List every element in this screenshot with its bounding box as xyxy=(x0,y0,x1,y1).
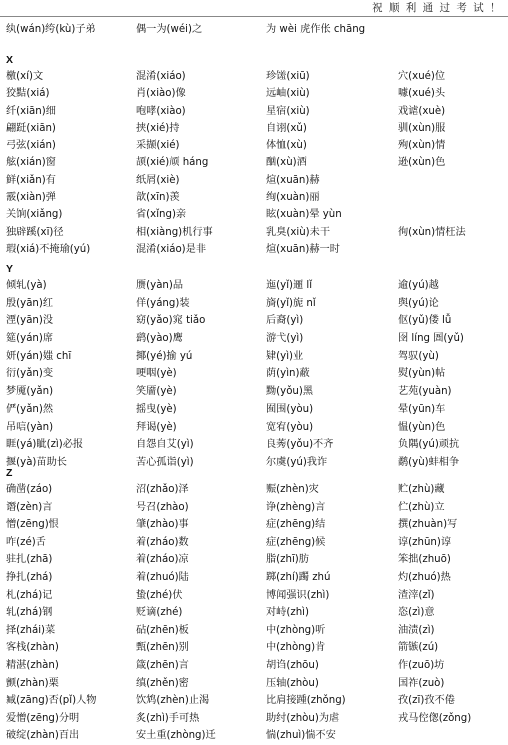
entry: 压轴(zhòu) xyxy=(266,677,319,689)
entry: 箭镞(zú) xyxy=(398,642,439,654)
entry: 煊(xuān)赫 xyxy=(266,174,320,186)
entry: 作(zuō)坊 xyxy=(398,659,445,671)
entry: 囹 líng 圄(yǔ) xyxy=(398,333,464,345)
entry: 梦魇(yǎn) xyxy=(6,386,54,398)
entry: 檄(xí)文 xyxy=(6,71,44,82)
entry: 愠(yùn)色 xyxy=(398,421,446,433)
entry: 旖(yǐ)旎 nǐ xyxy=(266,297,316,309)
entry xyxy=(398,206,506,223)
entry: 混淆(xiáo) xyxy=(136,71,186,82)
entry: 甄(zhēn)别 xyxy=(136,642,189,654)
entry: 穴(xué)位 xyxy=(398,71,446,82)
entry: 灼(zhuó)热 xyxy=(398,571,451,583)
entry-grid xyxy=(6,481,506,745)
entry: 肖(xiào)像 xyxy=(136,88,186,100)
entry: 恣(zì)意 xyxy=(398,607,435,619)
entry: 蛰(zhé)伏 xyxy=(136,589,183,601)
entry: 破绽(zhàn)百出 xyxy=(6,730,80,742)
entry: 纤(xiān)细 xyxy=(6,105,56,117)
entry: 孜(zī)孜不倦 xyxy=(398,695,455,707)
entry: 狡黠(xiá) xyxy=(6,88,50,100)
entry: 挟(xié)持 xyxy=(136,122,180,134)
entry: 着(zháo)凉 xyxy=(136,554,189,566)
section-letter: Y xyxy=(6,263,14,275)
entry: 混淆(xiáo)是非 xyxy=(136,243,207,255)
entry: 饮鸩(zhèn)止渴 xyxy=(136,695,210,707)
entry: 鹬(yù)蚌相争 xyxy=(398,456,460,468)
entry: 尔虞(yú)我诈 xyxy=(266,456,328,468)
entry: 采撷(xié) xyxy=(136,140,180,152)
entry: 星宿(xiù) xyxy=(266,105,310,117)
entry: 负隅(yú)顽抗 xyxy=(398,439,460,451)
entry: 殉(xùn)情 xyxy=(398,140,446,152)
entry: 拜谒(yè) xyxy=(136,421,177,433)
entry: 佯(yáng)装 xyxy=(136,297,190,309)
top-row xyxy=(6,21,506,35)
entry: 肄(yì)业 xyxy=(266,350,304,362)
entry: 助纣(zhòu)为虐 xyxy=(266,712,340,724)
entry: 谮(zèn)言 xyxy=(6,501,53,513)
entry: 谆(zhūn)谆 xyxy=(398,536,452,548)
entry: 砧(zhēn)板 xyxy=(136,624,189,636)
entry: 晕(yūn)车 xyxy=(398,403,446,415)
entry: 良莠(yǒu)不齐 xyxy=(266,439,334,451)
entry: 自诩(xǔ) xyxy=(266,122,307,134)
entry: 胡诌(zhōu) xyxy=(266,659,319,671)
entry xyxy=(398,241,506,258)
entry: 撰(zhuàn)写 xyxy=(398,519,458,531)
entry: 逾(yú)越 xyxy=(398,280,439,291)
entry: 倾轧(yà) xyxy=(6,280,47,291)
entry: 为 wèi 虎作伥 chāng xyxy=(266,24,366,35)
entry: 踯(zhí)躅 zhú xyxy=(266,571,331,583)
section-z xyxy=(6,466,506,745)
entry: 摇曳(yè) xyxy=(136,403,177,415)
entry: 体恤(xù) xyxy=(266,140,307,152)
entry: 舆(yú)论 xyxy=(398,297,439,309)
entry: 偶一为(wéi)之 xyxy=(136,24,203,35)
entry: 确凿(záo) xyxy=(6,484,53,495)
entry: 症(zhēng)结 xyxy=(266,519,326,531)
entry: 宽宥(yòu) xyxy=(266,421,314,433)
entry: 贬谪(zhé) xyxy=(136,607,183,619)
header-strip xyxy=(0,0,508,17)
header-text: 祝 顺 利 通 过 考 试 ！ xyxy=(372,2,502,14)
entry: 相(xiàng)机行事 xyxy=(136,226,213,238)
entry: 贮(zhù)藏 xyxy=(398,484,445,495)
entry: 徇(xùn)情枉法 xyxy=(398,226,466,238)
entry: 远岫(xiù) xyxy=(266,88,310,100)
entry-grid xyxy=(6,68,506,258)
entry: 国祚(zuò) xyxy=(398,677,445,689)
entry: 噱(xué)头 xyxy=(398,88,446,100)
entry: 囿围(yòu) xyxy=(266,403,314,415)
entry: 睚(yá)眦(zì)必报 xyxy=(6,439,84,451)
entry: 鹞(yào)鹰 xyxy=(136,333,183,345)
entry: 赝(yàn)品 xyxy=(136,280,184,291)
entry: 纨(wán)绔(kù)子弟 xyxy=(6,24,96,35)
entry: 自怨自艾(yì) xyxy=(136,439,194,451)
entry: 臧(zāng)否(pǐ)人物 xyxy=(6,695,97,707)
entry: 咋(zé)舌 xyxy=(6,536,46,548)
entry: 瑕(xiá)不掩瑜(yú) xyxy=(6,243,91,255)
entry: 驯(xùn)服 xyxy=(398,122,446,134)
entry: 殷(yān)红 xyxy=(6,297,54,309)
section-x xyxy=(6,53,506,258)
entry: 哽咽(yè) xyxy=(136,368,177,380)
entry: 吊唁(yàn) xyxy=(6,421,54,433)
entry: 俨(yǎn)然 xyxy=(6,403,54,415)
entry: 颤(zhàn)栗 xyxy=(6,677,59,689)
entry: 酗(xù)酒 xyxy=(266,157,307,169)
entry: 荫(yìn)蔽 xyxy=(266,368,310,380)
entry: 湮(yān)没 xyxy=(6,315,54,327)
entry: 省(xǐng)亲 xyxy=(136,209,187,221)
entry: 逊(xùn)色 xyxy=(398,157,446,169)
entry: 翩跹(xiān) xyxy=(6,122,56,134)
entry: 珍馐(xiū) xyxy=(266,71,310,82)
section-letter: Z xyxy=(6,467,13,479)
entry: 渣滓(zǐ) xyxy=(398,589,435,601)
entry: 眩(xuàn)晕 yùn xyxy=(266,209,342,221)
entry: 歆(xīn)羡 xyxy=(136,192,180,204)
entry: 症(zhēng)候 xyxy=(266,536,326,548)
entry: 诤(zhèng)言 xyxy=(266,501,326,513)
entry: 熨(yùn)帖 xyxy=(398,368,446,380)
entry: 对峙(zhì) xyxy=(266,607,309,619)
entry: 着(zháo)数 xyxy=(136,536,189,548)
entry: 脂(zhī)肪 xyxy=(266,554,309,566)
entry: 赈(zhèn)灾 xyxy=(266,484,319,495)
entry xyxy=(398,189,506,206)
entry: 游弋(yì) xyxy=(266,333,304,345)
entry xyxy=(398,172,506,189)
entry: 弓弦(xián) xyxy=(6,140,56,152)
entry: 艺苑(yuàn) xyxy=(398,386,452,398)
entry: 择(zhái)菜 xyxy=(6,624,56,636)
entry: 后裔(yì) xyxy=(266,315,304,327)
entry: 关饷(xiǎng) xyxy=(6,209,63,221)
entry: 舷(xián)窗 xyxy=(6,157,56,169)
entry: 札(zhá)记 xyxy=(6,589,53,601)
entry-grid xyxy=(6,277,506,472)
entry: 箴(zhēn)言 xyxy=(136,659,189,671)
entry: 爱憎(zēng)分明 xyxy=(6,712,80,724)
entry: 笨拙(zhuō) xyxy=(398,554,451,566)
entry: 黝(yǒu)黑 xyxy=(266,386,314,398)
entry: 独辟蹊(xī)径 xyxy=(6,226,64,238)
entry: 颉(xié)颃 háng xyxy=(136,157,209,169)
entry: 筵(yán)席 xyxy=(6,333,54,345)
section-y xyxy=(6,262,506,472)
entry: 博闻强识(zhì) xyxy=(266,589,330,601)
entry: 戎马倥偬(zǒng) xyxy=(398,712,472,724)
entry: 揶(yé)揄 yú xyxy=(136,350,193,362)
entry: 霰(xiàn)弹 xyxy=(6,192,56,204)
entry: 油渍(zì) xyxy=(398,624,435,636)
entry: 轧(zhá)钢 xyxy=(6,607,53,619)
entry: 着(zhuó)陆 xyxy=(136,571,189,583)
entry: 安土重(zhòng)迁 xyxy=(136,730,216,742)
entry: 煊(xuān)赫一时 xyxy=(266,243,340,255)
entry: 咆哮(xiào) xyxy=(136,105,186,117)
entry: 驻扎(zhā) xyxy=(6,554,53,566)
entry: 炙(zhì)手可热 xyxy=(136,712,200,724)
entry: 戏谑(xuè) xyxy=(398,105,446,117)
entry: 客栈(zhàn) xyxy=(6,642,59,654)
entry: 乳臭(xiù)未干 xyxy=(266,226,331,238)
entry: 缜(zhěn)密 xyxy=(136,677,189,689)
entry: 号召(zhào) xyxy=(136,501,189,513)
entry: 比肩接踵(zhǒng) xyxy=(266,695,346,707)
entry xyxy=(398,21,506,38)
entry: 纸屑(xiè) xyxy=(136,174,180,186)
entry: 沼(zhǎo)泽 xyxy=(136,484,189,495)
section-letter: X xyxy=(6,54,14,66)
entry: 迤(yǐ)逦 lǐ xyxy=(266,280,313,291)
entry: 衍(yǎn)变 xyxy=(6,368,54,380)
entry: 绚(xuàn)丽 xyxy=(266,192,320,204)
entry: 伛(yǔ)偻 lǚ xyxy=(398,315,452,327)
entry: 笑靥(yè) xyxy=(136,386,177,398)
entry: 肇(zhào)事 xyxy=(136,519,189,531)
entry: 苦心孤诣(yì) xyxy=(136,456,194,468)
entry: 惴(zhuì)惴不安 xyxy=(266,730,336,742)
entry: 驾驭(yù) xyxy=(398,350,439,362)
entry: 窈(yǎo)窕 tiǎo xyxy=(136,315,206,327)
entry: 妍(yán)媸 chī xyxy=(6,350,72,362)
entry: 挣扎(zhá) xyxy=(6,571,53,583)
entry: 中(zhòng)肯 xyxy=(266,642,326,654)
entry: 憎(zēng)恨 xyxy=(6,519,59,531)
entry: 鲜(xiǎn)有 xyxy=(6,174,56,186)
entry: 揠(yà)苗助长 xyxy=(6,456,67,468)
entry: 精湛(zhàn) xyxy=(6,659,59,671)
entry: 中(zhòng)听 xyxy=(266,624,326,636)
entry: 伫(zhù)立 xyxy=(398,501,445,513)
